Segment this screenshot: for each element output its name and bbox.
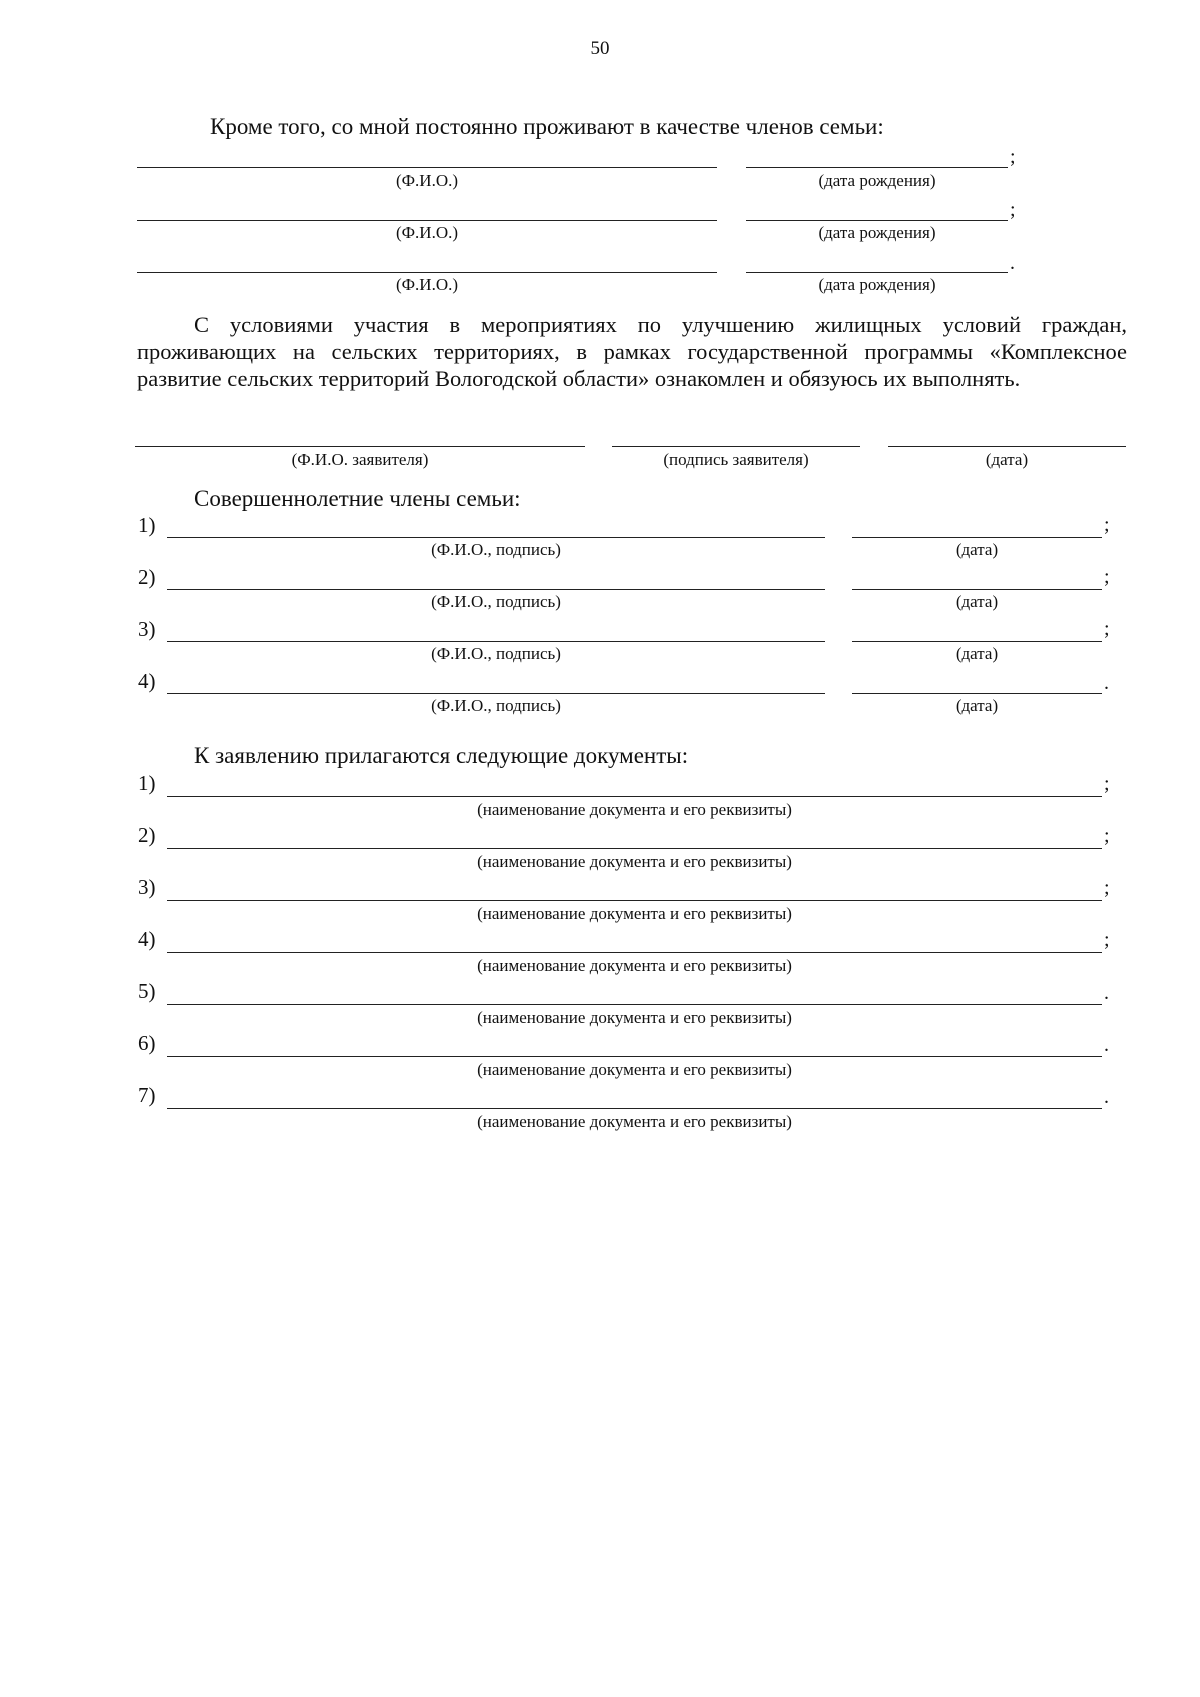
fio-caption: (Ф.И.О.) bbox=[395, 275, 459, 294]
fio-blank[interactable] bbox=[137, 167, 717, 168]
birthdate-blank[interactable] bbox=[746, 220, 1008, 221]
row-number: 2) bbox=[138, 565, 156, 589]
row-end-mark: ; bbox=[1104, 773, 1110, 795]
row-number: 1) bbox=[138, 771, 156, 795]
row-number: 3) bbox=[138, 875, 156, 899]
date-caption: (дата) bbox=[955, 592, 999, 611]
row-end-mark: . bbox=[1104, 982, 1109, 1004]
row-number: 3) bbox=[138, 617, 156, 641]
family-intro: Кроме того, со мной постоянно проживают в качестве членов семьи: bbox=[210, 114, 884, 139]
date-blank[interactable] bbox=[852, 641, 1102, 642]
document-caption: (наименование документа и его реквизиты) bbox=[477, 956, 792, 975]
document-caption: (наименование документа и его реквизиты) bbox=[477, 1060, 792, 1079]
date-caption: (дата) bbox=[955, 644, 999, 663]
adults-heading: Совершеннолетние члены семьи: bbox=[194, 486, 521, 511]
document-blank[interactable] bbox=[167, 952, 1102, 953]
document-blank[interactable] bbox=[167, 1056, 1102, 1057]
date-blank[interactable] bbox=[852, 693, 1102, 694]
row-end-mark: ; bbox=[1104, 514, 1110, 536]
row-end-mark: ; bbox=[1010, 199, 1016, 221]
birthdate-caption: (дата рождения) bbox=[818, 223, 936, 242]
fio-caption: (Ф.И.О.) bbox=[395, 171, 459, 190]
date-caption: (дата) bbox=[955, 540, 999, 559]
row-number: 1) bbox=[138, 513, 156, 537]
birthdate-blank[interactable] bbox=[746, 272, 1008, 273]
row-end-mark: ; bbox=[1104, 929, 1110, 951]
fio-signature-caption: (Ф.И.О., подпись) bbox=[431, 644, 561, 663]
row-end-mark: ; bbox=[1104, 566, 1110, 588]
birthdate-caption: (дата рождения) bbox=[818, 275, 936, 294]
fio-blank[interactable] bbox=[137, 220, 717, 221]
applicant-date-blank[interactable] bbox=[888, 446, 1126, 447]
fio-signature-caption: (Ф.И.О., подпись) bbox=[431, 592, 561, 611]
documents-heading: К заявлению прилагаются следующие документы: bbox=[194, 743, 689, 768]
date-caption: (дата) bbox=[955, 696, 999, 715]
document-caption: (наименование документа и его реквизиты) bbox=[477, 1008, 792, 1027]
document-blank[interactable] bbox=[167, 796, 1102, 797]
row-number: 5) bbox=[138, 979, 156, 1003]
row-end-mark: . bbox=[1104, 1086, 1109, 1108]
document-caption: (наименование документа и его реквизиты) bbox=[477, 1112, 792, 1131]
document-caption: (наименование документа и его реквизиты) bbox=[477, 852, 792, 871]
fio-blank[interactable] bbox=[137, 272, 717, 273]
fio-signature-blank[interactable] bbox=[167, 693, 825, 694]
row-number: 4) bbox=[138, 669, 156, 693]
document-blank[interactable] bbox=[167, 1108, 1102, 1109]
fio-signature-blank[interactable] bbox=[167, 537, 825, 538]
applicant-fio-blank[interactable] bbox=[135, 446, 585, 447]
applicant-fio-caption: (Ф.И.О. заявителя) bbox=[291, 450, 429, 469]
fio-signature-blank[interactable] bbox=[167, 641, 825, 642]
document-caption: (наименование документа и его реквизиты) bbox=[477, 904, 792, 923]
conditions-paragraph: С условиями участия в мероприятиях по улучшению жилищных условий граждан, проживающих на сельских территориях, в рамках государственной программы «Комплексное развитие сельских территорий Вологодской области» ознакомлен и обязуюсь их выполнять. bbox=[137, 312, 1127, 391]
birthdate-caption: (дата рождения) bbox=[818, 171, 936, 190]
row-number: 2) bbox=[138, 823, 156, 847]
row-end-mark: . bbox=[1010, 252, 1015, 274]
applicant-signature-caption: (подпись заявителя) bbox=[663, 450, 809, 469]
document-blank[interactable] bbox=[167, 900, 1102, 901]
row-end-mark: ; bbox=[1104, 825, 1110, 847]
page-number: 50 bbox=[590, 38, 610, 59]
birthdate-blank[interactable] bbox=[746, 167, 1008, 168]
document-blank[interactable] bbox=[167, 848, 1102, 849]
applicant-date-caption: (дата) bbox=[985, 450, 1029, 469]
row-number: 6) bbox=[138, 1031, 156, 1055]
fio-signature-caption: (Ф.И.О., подпись) bbox=[431, 696, 561, 715]
applicant-signature-blank[interactable] bbox=[612, 446, 860, 447]
fio-caption: (Ф.И.О.) bbox=[395, 223, 459, 242]
fio-signature-caption: (Ф.И.О., подпись) bbox=[431, 540, 561, 559]
row-end-mark: . bbox=[1104, 1034, 1109, 1056]
fio-signature-blank[interactable] bbox=[167, 589, 825, 590]
document-caption: (наименование документа и его реквизиты) bbox=[477, 800, 792, 819]
row-number: 4) bbox=[138, 927, 156, 951]
row-end-mark: . bbox=[1104, 672, 1109, 694]
row-end-mark: ; bbox=[1010, 146, 1016, 168]
document-blank[interactable] bbox=[167, 1004, 1102, 1005]
row-end-mark: ; bbox=[1104, 618, 1110, 640]
row-end-mark: ; bbox=[1104, 877, 1110, 899]
date-blank[interactable] bbox=[852, 589, 1102, 590]
date-blank[interactable] bbox=[852, 537, 1102, 538]
row-number: 7) bbox=[138, 1083, 156, 1107]
